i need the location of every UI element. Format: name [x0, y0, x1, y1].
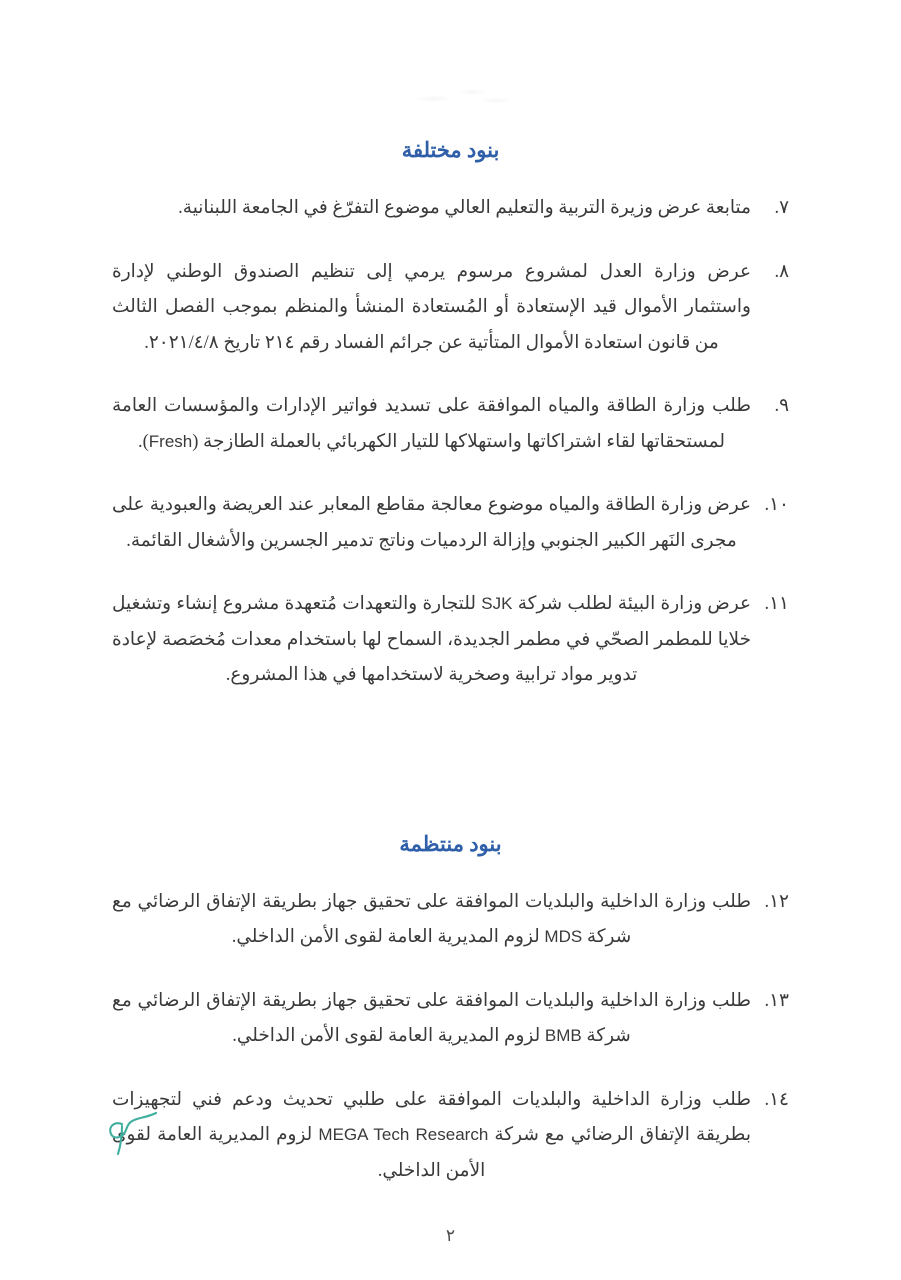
- item-text-before: عرض وزارة البيئة لطلب شركة: [512, 594, 752, 615]
- item-text-before: طلب وزارة الداخلية والبلديات الموافقة على تحقيق جهاز بطريقة الإتفاق الرضائي مع شركة: [112, 891, 751, 948]
- item-text-latin: MEGA Tech Research: [318, 1125, 489, 1145]
- item-text-latin: BMB: [544, 1026, 582, 1046]
- item-number: ١٤.: [764, 1089, 789, 1110]
- list-item: [112, 984, 789, 1055]
- section-heading-regular: بنود منتظمة: [399, 831, 502, 856]
- item-text-after: لزوم المديرية العامة لقوى الأمن الداخلي.: [112, 1125, 486, 1181]
- item-text-after: لزوم المديرية العامة لقوى الأمن الداخلي.: [232, 1026, 545, 1047]
- item-text: [112, 1083, 751, 1190]
- item-list-regular: [112, 885, 789, 1190]
- list-item: [112, 1083, 789, 1190]
- item-text: [112, 389, 751, 460]
- item-text-latin: SJK: [481, 594, 513, 614]
- item-number: ١١.: [764, 594, 789, 615]
- item-text-latin: MDS: [544, 927, 583, 947]
- item-text: متابعة عرض وزيرة التربية والتعليم العالي موضوع التفرّغ في الجامعة اللبنانية.: [178, 198, 751, 218]
- list-item: [112, 191, 789, 227]
- item-number: ٩.: [774, 396, 789, 417]
- page-number: ٢: [445, 1226, 456, 1245]
- item-list-misc: [112, 191, 789, 694]
- item-text-latin: Fresh: [148, 431, 193, 451]
- section-heading-misc: بنود مختلفة: [401, 138, 500, 162]
- list-item: [112, 488, 789, 559]
- item-text-before: طلب وزارة الطاقة والمياه الموافقة على تسديد فواتير الإدارات والمؤسسات العامة لمستحقاتها لقاء اشتراكاتها واستهلاكها للتيار الكهربائي بالعملة الطازجة (: [112, 396, 751, 452]
- item-text: [112, 984, 751, 1055]
- item-number: ١٣.: [764, 990, 789, 1011]
- item-text-after: لزوم المديرية العامة لقوى الأمن الداخلي.: [231, 927, 545, 948]
- item-text-before: طلب وزارة الداخلية والبلديات الموافقة على تحقيق جهاز بطريقة الإتفاق الرضائي مع شركة: [112, 990, 751, 1047]
- item-number: ٨.: [774, 261, 789, 282]
- item-number: ٧.: [774, 198, 789, 218]
- item-text-after: ).: [138, 431, 149, 452]
- item-text: [112, 885, 751, 956]
- item-number: ١٢.: [764, 891, 789, 912]
- item-text: عرض وزارة العدل لمشروع مرسوم يرمي إلى تنظيم الصندوق الوطني لإدارة واستثمار الأموال قيد الإستعادة أو المُستعادة المنشأ والمنظم بموجب الفصل الثالث من قانون استعادة الأموال المتأتية عن جرائم الفساد رقم ٢١٤ تاريخ ٢٠٢١/٤/٨.: [112, 261, 751, 353]
- section-spacer: [112, 694, 789, 746]
- list-item: [112, 255, 789, 362]
- item-text: عرض وزارة الطاقة والمياه موضوع معالجة مقاطع المعابر عند العريضة والعبودية على مجرى النَهر الكبير الجنوبي وإزالة الردميات وناتج تدمير الجسرين والأشغال القائمة.: [112, 495, 751, 551]
- handwritten-initial-mark: [92, 1104, 172, 1164]
- list-item: [112, 587, 789, 694]
- item-text-before: طلب وزارة الداخلية والبلديات الموافقة على طلبي تحديث ودعم فني لتجهيزات بطريقة الإتفاق الرضائي مع شركة: [112, 1089, 751, 1146]
- list-item: [112, 885, 789, 956]
- item-number: ١٠.: [764, 495, 789, 516]
- item-text-after: للتجارة والتعهدات مُتعهدة مشروع إنشاء وتشغيل خلايا للمطمر الصحّي في مطمر الجديدة، السماح لها باستخدام معدات مُخصَصة لإعادة تدوير مواد ترابية وصخرية لاستخدامها في هذا المشروع.: [112, 594, 751, 686]
- list-item: [112, 389, 789, 460]
- item-text: [112, 587, 751, 694]
